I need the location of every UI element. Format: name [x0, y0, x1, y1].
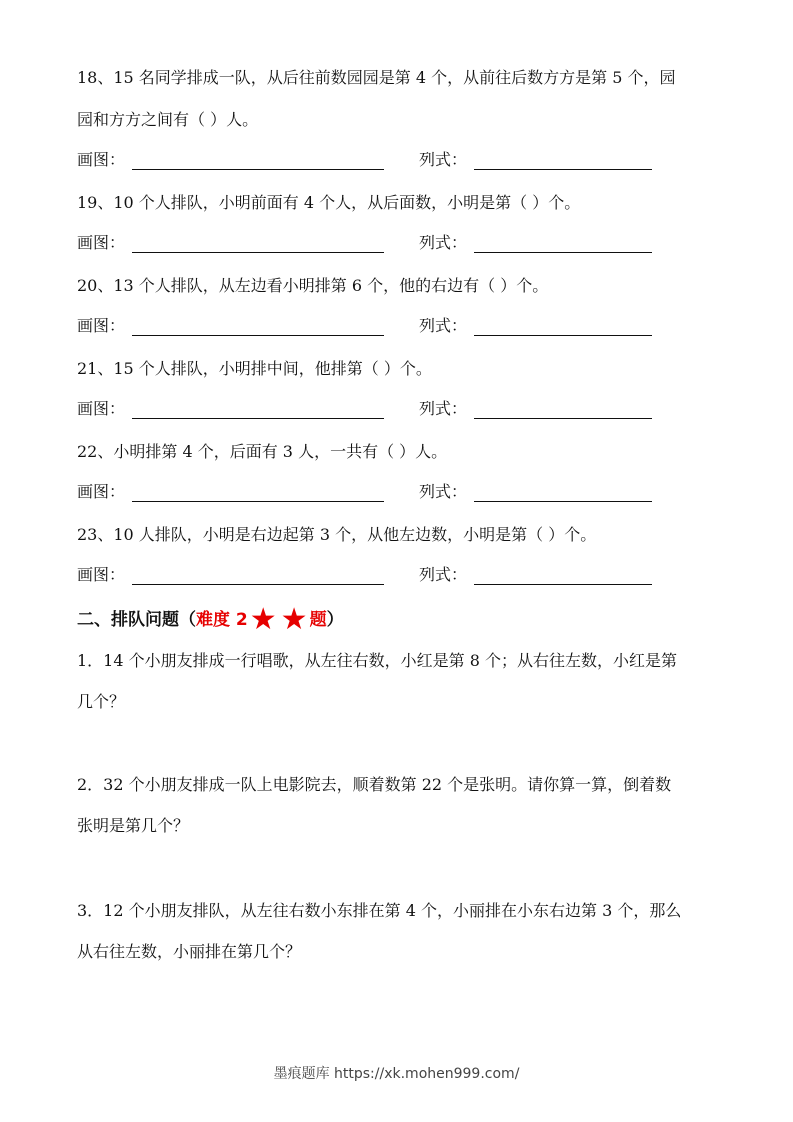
- draw-label: 画图：: [77, 399, 126, 418]
- question-18-line-2: 园和方方之间有（ ）人。: [77, 110, 259, 129]
- answer-row-20: [77, 316, 757, 338]
- draw-answer-blank[interactable]: [132, 335, 384, 336]
- difficulty-label: 难度 2: [196, 610, 248, 630]
- problem-3-line-2: 从右往左数，小丽排在第几个？: [77, 942, 302, 961]
- question-19: 19、10 个人排队，小明前面有 4 个人，从后面数，小明是第（ ）个。: [77, 193, 581, 212]
- draw-answer-blank[interactable]: [132, 169, 384, 170]
- question-20: 20、13 个人排队，从左边看小明排第 6 个，他的右边有（ ）个。: [77, 276, 549, 295]
- formula-label: 列式：: [419, 233, 468, 252]
- answer-row-19: [77, 233, 757, 255]
- formula-label: 列式：: [419, 565, 468, 584]
- formula-label: 列式：: [419, 316, 468, 335]
- problem-1-line-1: 1．14 个小朋友排成一行唱歌，从左往右数，小红是第 8 个；从右往左数，小红是第: [77, 651, 677, 670]
- draw-answer-blank[interactable]: [132, 418, 384, 419]
- formula-answer-blank[interactable]: [474, 501, 652, 502]
- question-23: 23、10 人排队，小明是右边起第 3 个，从他左边数，小明是第（ ）个。: [77, 525, 597, 544]
- section-heading-prefix: 二、排队问题（: [77, 610, 196, 630]
- formula-label: 列式：: [419, 150, 468, 169]
- star-icon: ★: [249, 602, 277, 637]
- question-21: 21、15 个人排队，小明排中间，他排第（ ）个。: [77, 359, 432, 378]
- answer-row-18: [77, 150, 757, 172]
- problem-2-line-1: 2．32 个小朋友排成一队上电影院去，顺着数第 22 个是张明。请你算一算，倒着数: [77, 775, 672, 794]
- formula-answer-blank[interactable]: [474, 584, 652, 585]
- draw-label: 画图：: [77, 482, 126, 501]
- problem-3-line-1: 3．12 个小朋友排队，从左往右数小东排在第 4 个，小丽排在小东右边第 3 个，那么: [77, 901, 682, 920]
- question-18-line-1: 18、15 名同学排成一队，从后往前数园园是第 4 个，从前往后数方方是第 5 个，园: [77, 68, 676, 87]
- question-22: 22、小明排第 4 个，后面有 3 人，一共有（ ）人。: [77, 442, 448, 461]
- footer-watermark: 墨痕题库 https://xk.mohen999.com/: [273, 1066, 520, 1082]
- problem-2-line-2: 张明是第几个？: [77, 816, 190, 835]
- draw-answer-blank[interactable]: [132, 252, 384, 253]
- answer-row-21: [77, 399, 757, 421]
- formula-label: 列式：: [419, 482, 468, 501]
- draw-label: 画图：: [77, 565, 126, 584]
- answer-row-23: [77, 565, 757, 587]
- draw-answer-blank[interactable]: [132, 584, 384, 585]
- problem-1-line-2: 几个？: [77, 692, 126, 711]
- draw-label: 画图：: [77, 316, 126, 335]
- draw-label: 画图：: [77, 233, 126, 252]
- formula-label: 列式：: [419, 399, 468, 418]
- formula-answer-blank[interactable]: [474, 335, 652, 336]
- draw-answer-blank[interactable]: [132, 501, 384, 502]
- section-heading-close: ）: [326, 610, 344, 630]
- answer-row-22: [77, 482, 757, 504]
- formula-answer-blank[interactable]: [474, 418, 652, 419]
- formula-answer-blank[interactable]: [474, 252, 652, 253]
- section-heading-suffix: 题: [309, 610, 327, 630]
- section-heading: [77, 602, 344, 637]
- draw-label: 画图：: [77, 150, 126, 169]
- star-icon: ★: [280, 602, 308, 637]
- formula-answer-blank[interactable]: [474, 169, 652, 170]
